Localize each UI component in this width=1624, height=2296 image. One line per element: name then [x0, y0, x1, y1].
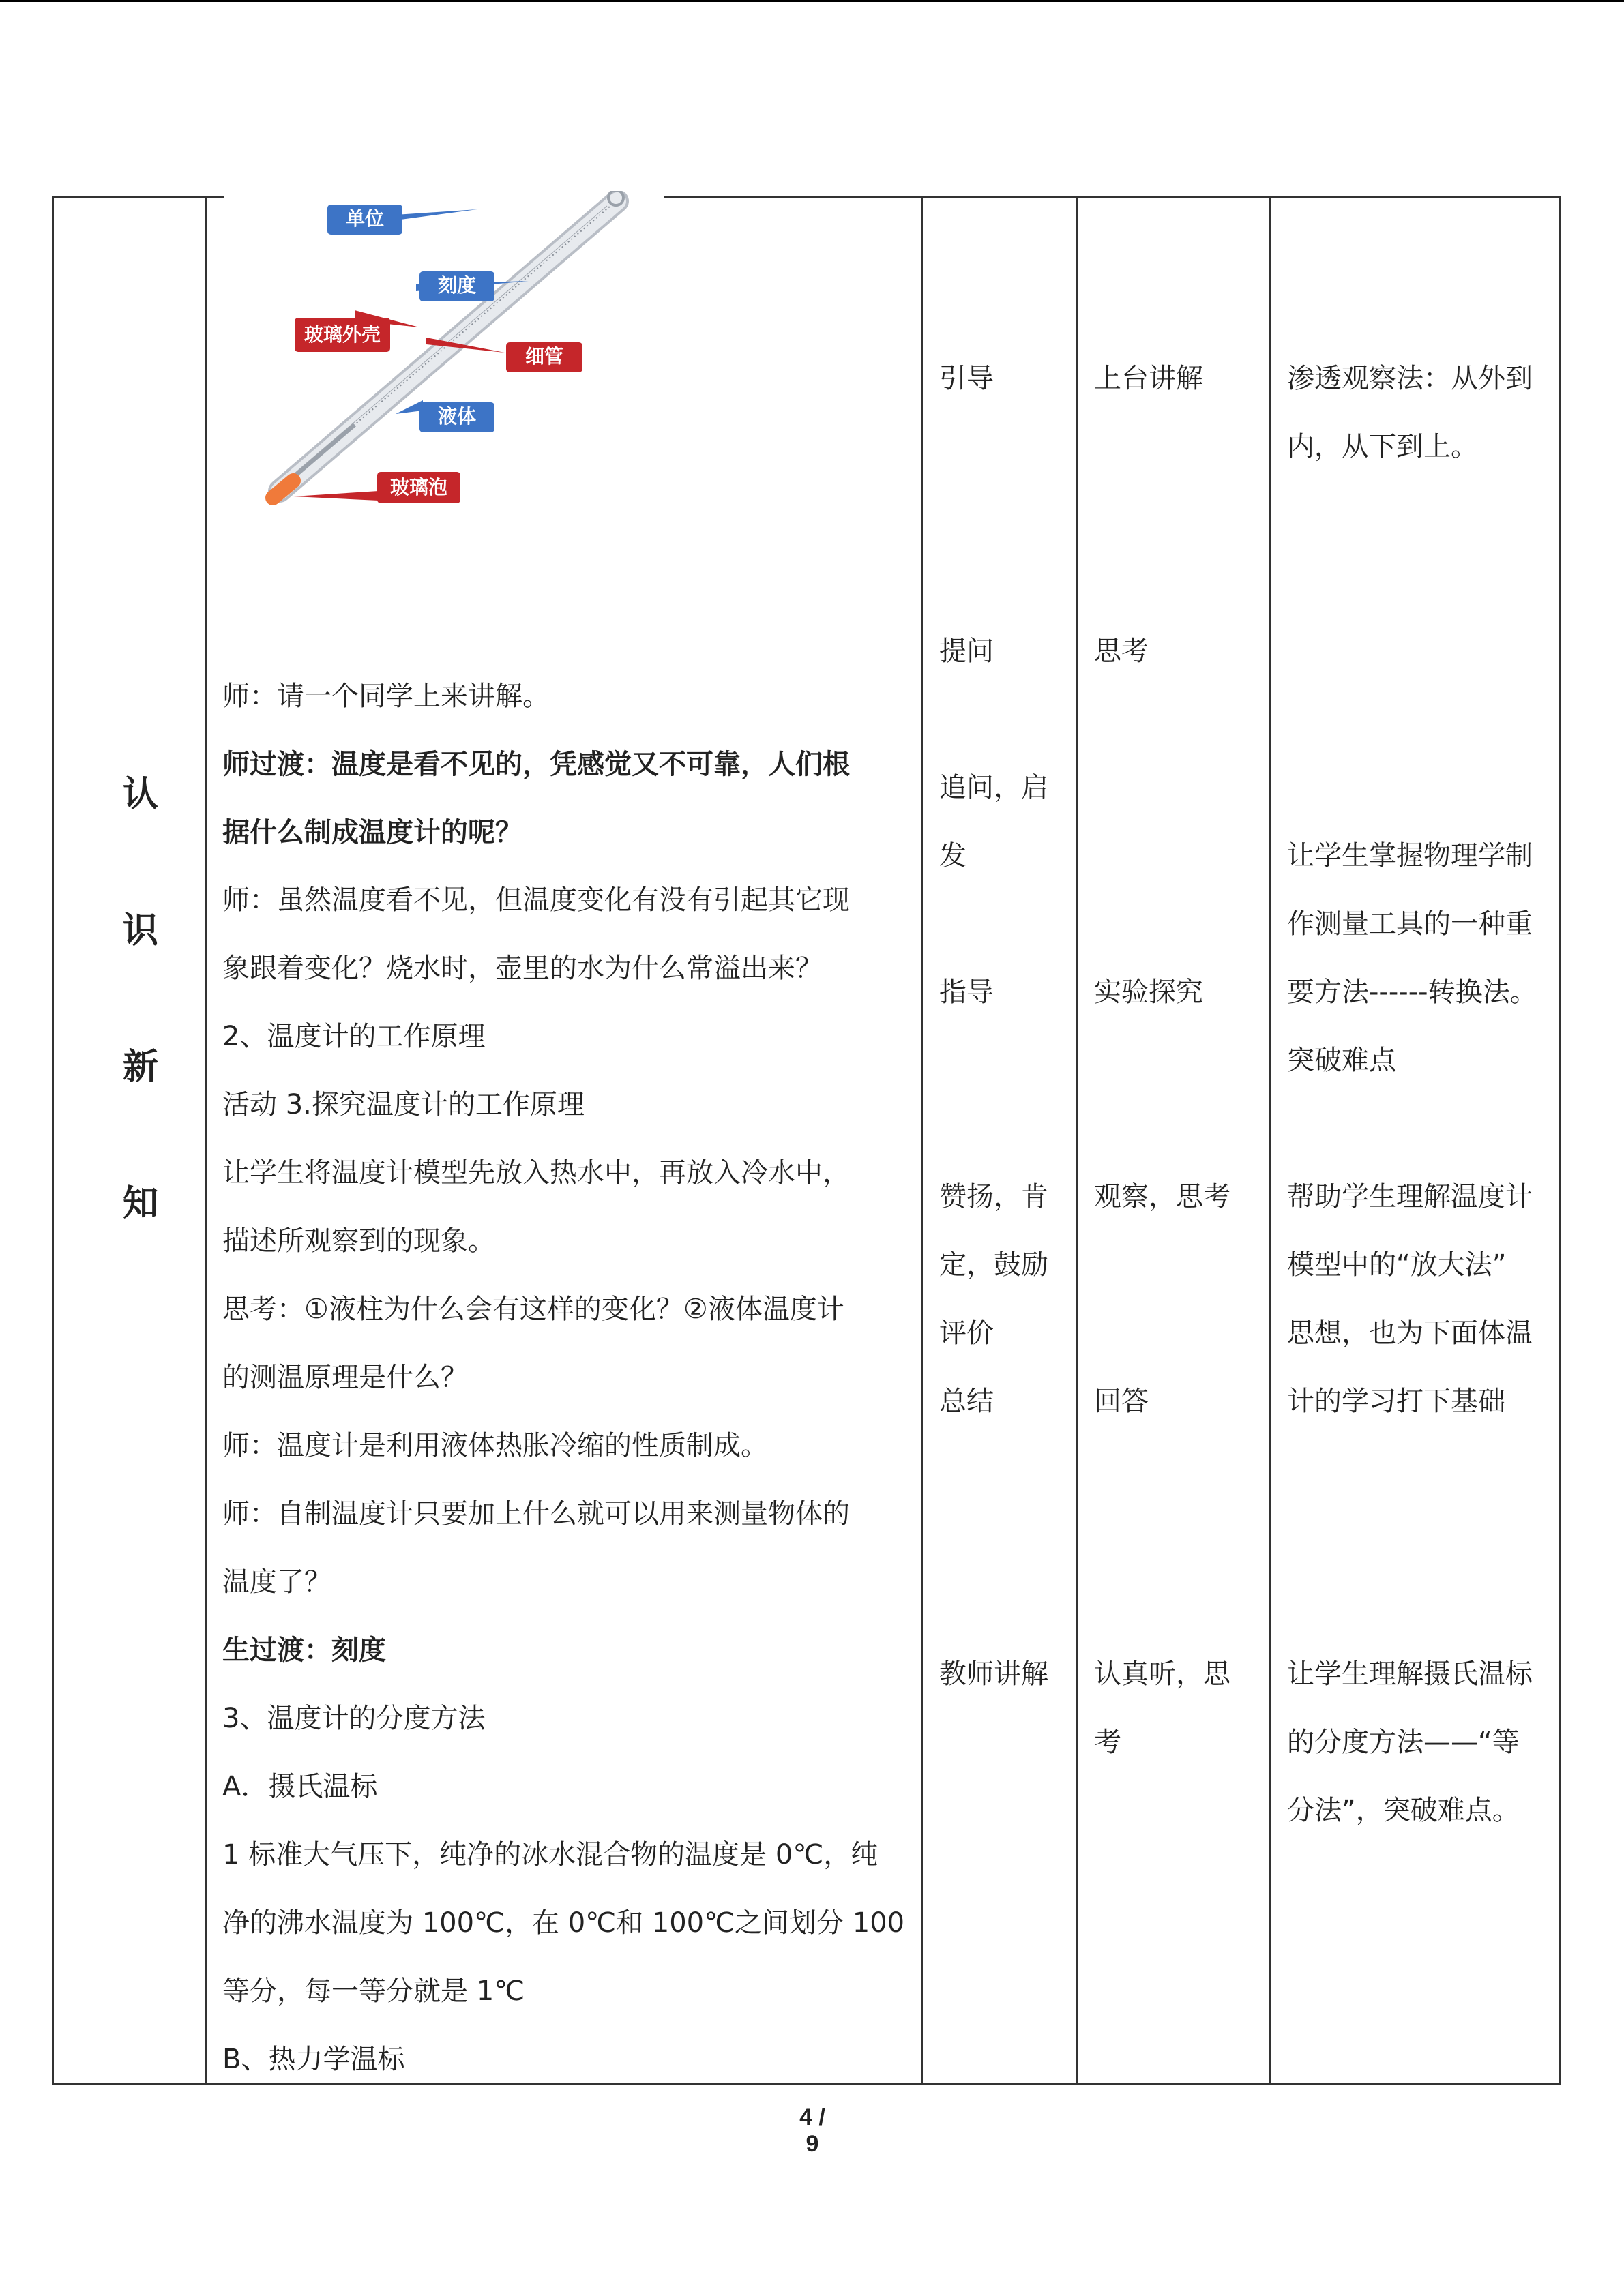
column-divider-2: [921, 196, 923, 2085]
student-activity: 考: [1094, 1727, 1121, 1758]
student-activity: 思考: [1094, 636, 1149, 667]
design-intent: 让学生理解摄氏温标: [1287, 1658, 1533, 1690]
section-title-char: 新: [123, 1047, 159, 1088]
content-line: 描述所观察到的现象。: [222, 1225, 495, 1257]
design-intent: 的分度方法——“等: [1287, 1727, 1520, 1758]
thermometer-diagram: [252, 191, 662, 518]
teacher-activity: 引导: [939, 363, 994, 394]
content-line-bold: 据什么制成温度计的呢？: [222, 817, 522, 848]
svg-text:刻度: 刻度: [437, 274, 477, 297]
section-title-char: 认: [123, 774, 159, 815]
teacher-activity: 定，鼓励: [939, 1249, 1048, 1281]
page-number: 4 / 9: [799, 2104, 825, 2157]
teacher-activity: 教师讲解: [939, 1658, 1048, 1690]
student-activity: 观察，思考: [1094, 1181, 1230, 1212]
svg-text:液体: 液体: [437, 405, 477, 428]
svg-text:玻璃外壳: 玻璃外壳: [304, 323, 381, 346]
design-intent: 计的学习打下基础: [1287, 1386, 1505, 1417]
design-intent: 要方法------转换法。: [1287, 976, 1537, 1008]
label-unit: [327, 205, 477, 235]
content-line: 1 标准大气压下，纯净的冰水混合物的温度是 0℃，纯: [222, 1839, 879, 1870]
column-divider-4: [1269, 196, 1271, 2085]
label-liquid: [396, 400, 494, 432]
svg-text:细管: 细管: [525, 345, 564, 368]
student-activity: 认真听，思: [1094, 1658, 1230, 1690]
teacher-activity: 总结: [939, 1386, 994, 1417]
column-divider-1: [205, 196, 207, 2085]
content-line: A．摄氏温标: [222, 1771, 378, 1802]
teacher-activity: 提问: [939, 636, 994, 667]
teacher-activity: 追问，启: [939, 772, 1048, 803]
content-line: 活动 3.探究温度计的工作原理: [222, 1089, 585, 1120]
svg-text:玻璃泡: 玻璃泡: [389, 476, 448, 498]
label-glass-bulb: [293, 472, 460, 503]
design-intent: 帮助学生理解温度计: [1287, 1181, 1533, 1212]
content-line: 让学生将温度计模型先放入热水中，再放入冷水中，: [222, 1157, 850, 1189]
design-intent: 内，从下到上。: [1287, 431, 1478, 462]
content-line: 3、温度计的分度方法: [222, 1703, 486, 1734]
design-intent: 作测量工具的一种重: [1287, 908, 1533, 940]
student-activity: 回答: [1094, 1386, 1149, 1417]
section-title-char: 识: [123, 910, 159, 951]
teacher-activity: 评价: [939, 1317, 994, 1349]
section-title-char: 知: [123, 1183, 159, 1224]
content-line: 净的沸水温度为 100℃，在 0℃和 100℃之间划分 100: [222, 1907, 905, 1939]
content-line: 师：自制温度计只要加上什么就可以用来测量物体的: [222, 1498, 850, 1530]
content-line: 的测温原理是什么？: [222, 1362, 468, 1393]
teacher-activity: 赞扬，肯: [939, 1181, 1048, 1212]
teacher-activity: 指导: [939, 976, 994, 1008]
content-line: 师：温度计是利用液体热胀冷缩的性质制成。: [222, 1430, 768, 1461]
design-intent: 分法”，突破难点。: [1287, 1795, 1520, 1826]
design-intent: 模型中的“放大法”: [1287, 1249, 1507, 1281]
design-intent: 思想，也为下面体温: [1287, 1317, 1533, 1349]
content-line: 象跟着变化？烧水时，壶里的水为什么常溢出来？: [222, 953, 823, 984]
design-intent: 突破难点: [1287, 1045, 1396, 1076]
svg-text:单位: 单位: [345, 207, 385, 230]
content-line: 师：虽然温度看不见，但温度变化有没有引起其它现: [222, 884, 850, 916]
student-activity: 上台讲解: [1094, 363, 1203, 394]
teacher-activity: 发: [939, 840, 966, 871]
content-line: 等分，每一等分就是 1℃: [222, 1976, 525, 2007]
content-line-bold: 生过渡：刻度: [222, 1635, 386, 1666]
content-line: 2、温度计的工作原理: [222, 1021, 486, 1052]
label-glass-shell: [295, 310, 419, 352]
content-line-bold: 师过渡：温度是看不见的，凭感觉又不可靠，人们根: [222, 749, 850, 780]
content-line: 思考：①液柱为什么会有这样的变化？②液体温度计: [222, 1294, 844, 1325]
design-intent: 让学生掌握物理学制: [1287, 840, 1533, 871]
student-activity: 实验探究: [1094, 976, 1203, 1008]
content-line: B、热力学温标: [222, 2044, 405, 2075]
content-line: 师：请一个同学上来讲解。: [222, 681, 550, 712]
design-intent: 渗透观察法：从外到: [1287, 363, 1533, 394]
content-line: 温度了？: [222, 1566, 331, 1598]
column-divider-3: [1076, 196, 1078, 2085]
top-rule: [0, 0, 1624, 2]
